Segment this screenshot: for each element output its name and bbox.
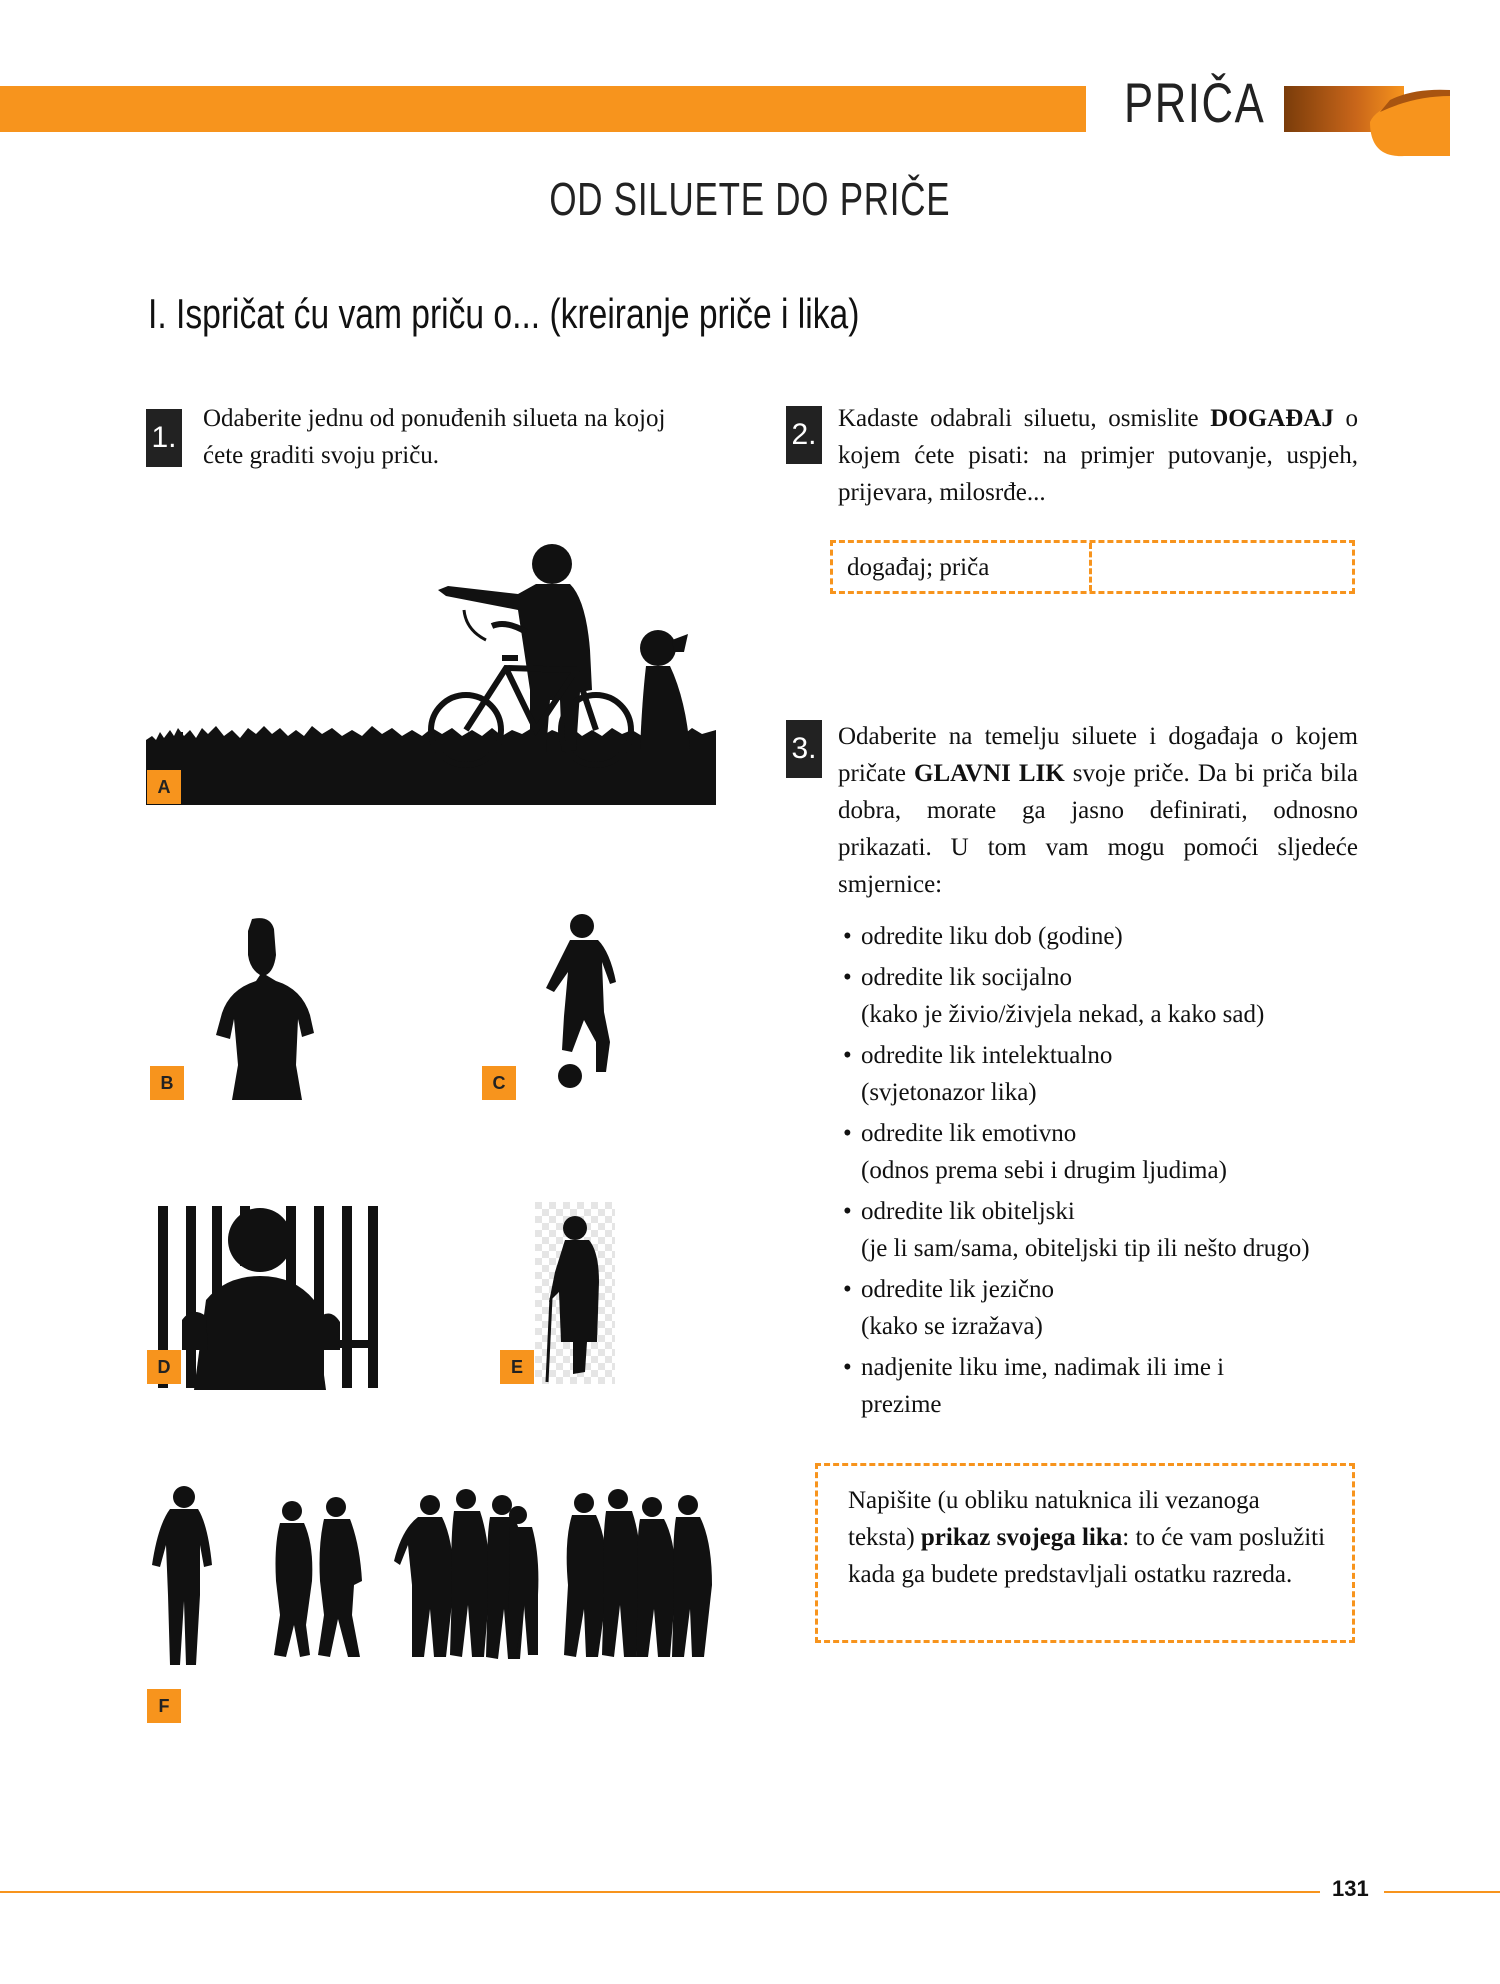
- box-divider: [1089, 543, 1092, 591]
- guideline-item: • odredite lik emotivno (odnos prema sebi i drugim ljudima): [843, 1115, 1363, 1190]
- silhouette-a-tag: A: [147, 770, 181, 804]
- writing-box-emphasis: prikaz svojega lika: [920, 1524, 1123, 1551]
- footer-line-right: [1384, 1891, 1500, 1893]
- task-3-number: 3.: [786, 720, 822, 778]
- guideline-item: • odredite lik jezično (kako se izražava): [843, 1271, 1363, 1346]
- task-3-emphasis: GLAVNI LIK: [914, 760, 1065, 787]
- task-2-emphasis: DOGAĐAJ: [1210, 405, 1334, 432]
- guidelines-list: [843, 918, 1363, 1427]
- guideline-item: • odredite lik socijalno (kako je živio/živjela nekad, a kako sad): [843, 959, 1363, 1034]
- silhouette-f-tag: F: [147, 1689, 181, 1723]
- silhouette-e-tag: E: [500, 1350, 534, 1384]
- silhouette-f-image: [146, 1485, 716, 1665]
- silhouette-b-tag: B: [150, 1066, 184, 1100]
- silhouette-b-image: [210, 915, 320, 1100]
- section-heading: I. Ispričat ću vam priču o... (kreiranje priče i lika): [148, 290, 860, 337]
- page-title: OD SILUETE DO PRIČE: [549, 173, 951, 225]
- task-1-text: Odaberite jednu od ponuđenih silueta na kojoj ćete graditi svoju priču.: [203, 405, 666, 469]
- silhouette-d-tag: D: [147, 1350, 181, 1384]
- task-2-number: 2.: [786, 406, 822, 464]
- header-orange-bar: [0, 86, 1086, 132]
- guideline-item: • odredite lik intelektualno (svjetonazor lika): [843, 1037, 1363, 1112]
- task-1-number: 1.: [146, 409, 182, 467]
- silhouette-e-image: [535, 1202, 615, 1384]
- writing-box-text: Napišite (u obliku natuknica ili vezanoga teksta) prikaz svojega lika: to će vam poslužiti kada ga budete predstavljali ostatku razreda.: [848, 1487, 1326, 1588]
- guideline-item: • nadjenite liku ime, nadimak ili ime i prezime: [843, 1349, 1363, 1424]
- character-description-box[interactable]: [815, 1463, 1355, 1643]
- silhouette-c-image: [540, 912, 630, 1092]
- silhouette-a-image: [146, 540, 716, 805]
- task-2-text: Kadaste odabrali siluetu, osmislite DOGAĐAJ o kojem ćete pisati: na primjer putovanje, uspjeh, prijevara, milosrđe...: [838, 405, 1359, 506]
- ribbon-decoration-icon: [1284, 86, 1450, 158]
- page-number: 131: [1332, 1876, 1369, 1901]
- event-answer-box[interactable]: [830, 540, 1355, 594]
- silhouette-d-image: [146, 1200, 386, 1390]
- event-box-label: događaj; priča: [847, 554, 990, 581]
- silhouette-c-tag: C: [482, 1066, 516, 1100]
- guideline-item: • odredite lik obiteljski (je li sam/sama, obiteljski tip ili nešto drugo): [843, 1193, 1363, 1268]
- guideline-item: • odredite liku dob (godine): [843, 918, 1363, 956]
- task-3-text: Odaberite na temelju siluete i događaja o kojem pričate GLAVNI LIK svoje priče. Da bi priča bila dobra, morate ga jasno definirati, odnosno prikazati. U tom vam mogu pomoći sljedeće smjernice:: [838, 723, 1358, 898]
- section-label: PRIČA: [1124, 71, 1266, 134]
- footer-line-left: [0, 1891, 1320, 1893]
